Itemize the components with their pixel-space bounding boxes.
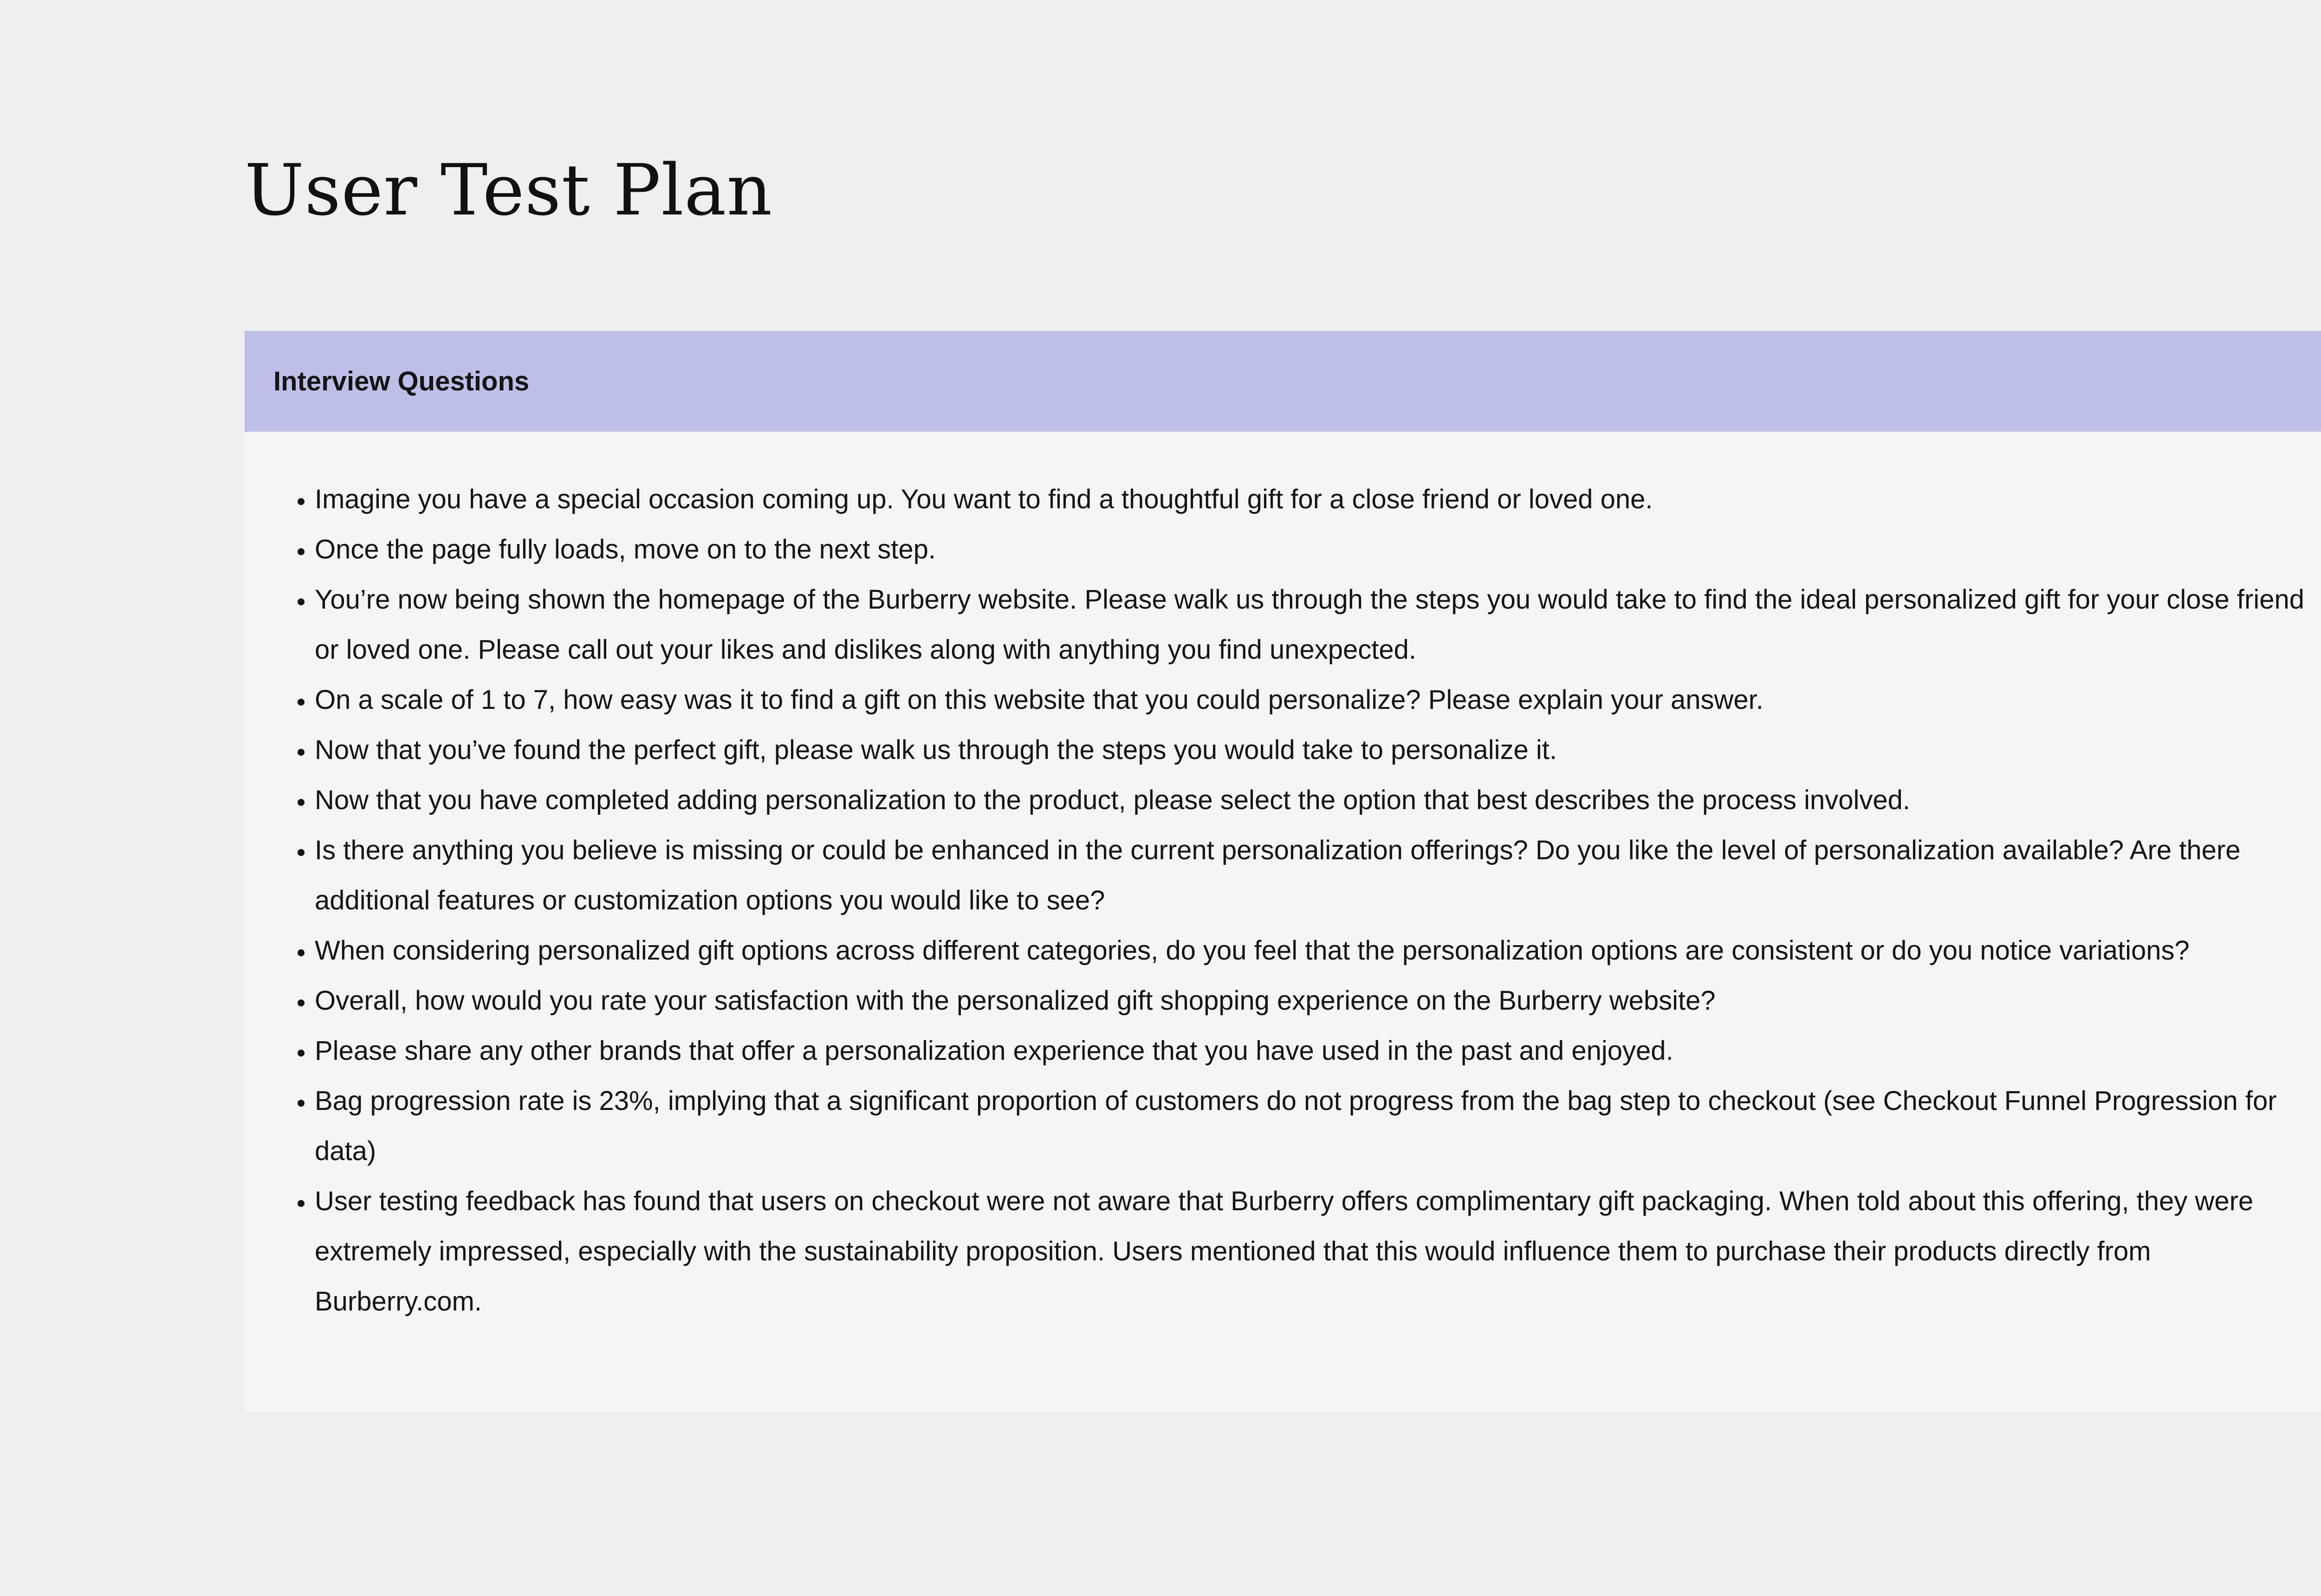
page-title: User Test Plan xyxy=(245,149,773,231)
list-item: • Now that you’ve found the perfect gift, please walk us through the steps you would take to personalize it. xyxy=(315,725,2318,775)
list-item: • On a scale of 1 to 7, how easy was it to find a gift on this website that you could personalize? Please explain your answer. xyxy=(315,675,2318,725)
list-item: • Imagine you have a special occasion coming up. You want to find a thoughtful gift for a close friend or loved one. xyxy=(315,474,2318,525)
list-item: • When considering personalized gift options across different categories, do you feel that the personalization options are consistent or do you notice variations? xyxy=(315,926,2318,976)
list-item: • You’re now being shown the homepage of the Burberry website. Please walk us through the steps you would take to find the ideal personalized gift for your close friend or loved one. Please call out your likes and dislikes along with anything you find unexpected. xyxy=(315,575,2318,675)
list-item: • Now that you have completed adding personalization to the product, please select the option that best describes the process involved. xyxy=(315,775,2318,825)
question-list xyxy=(245,432,2321,1327)
list-item: • Bag progression rate is 23%, implying that a significant proportion of customers do not progress from the bag step to checkout (see Checkout Funnel Progression for data) xyxy=(315,1076,2318,1176)
list-item: • User testing feedback has found that users on checkout were not aware that Burberry offers complimentary gift packaging. When told about this offering, they were extremely impressed, especially with the sustainability proposition. Users mentioned that this would influence them to purchase their products directly from Burberry.com. xyxy=(315,1176,2318,1327)
list-item: • Is there anything you believe is missing or could be enhanced in the current personalization offerings? Do you like the level of personalization available? Are there additional features or customization options you would like to see? xyxy=(315,825,2318,926)
card-header xyxy=(245,331,2321,432)
section-heading: Interview Questions xyxy=(273,366,530,396)
list-item: • Overall, how would you rate your satisfaction with the personalized gift shopping experience on the Burberry website? xyxy=(315,976,2318,1026)
list-item: • Please share any other brands that offer a personalization experience that you have used in the past and enjoyed. xyxy=(315,1026,2318,1076)
list-item: • Once the page fully loads, move on to the next step. xyxy=(315,525,2318,575)
interview-questions-card xyxy=(245,331,2321,1412)
